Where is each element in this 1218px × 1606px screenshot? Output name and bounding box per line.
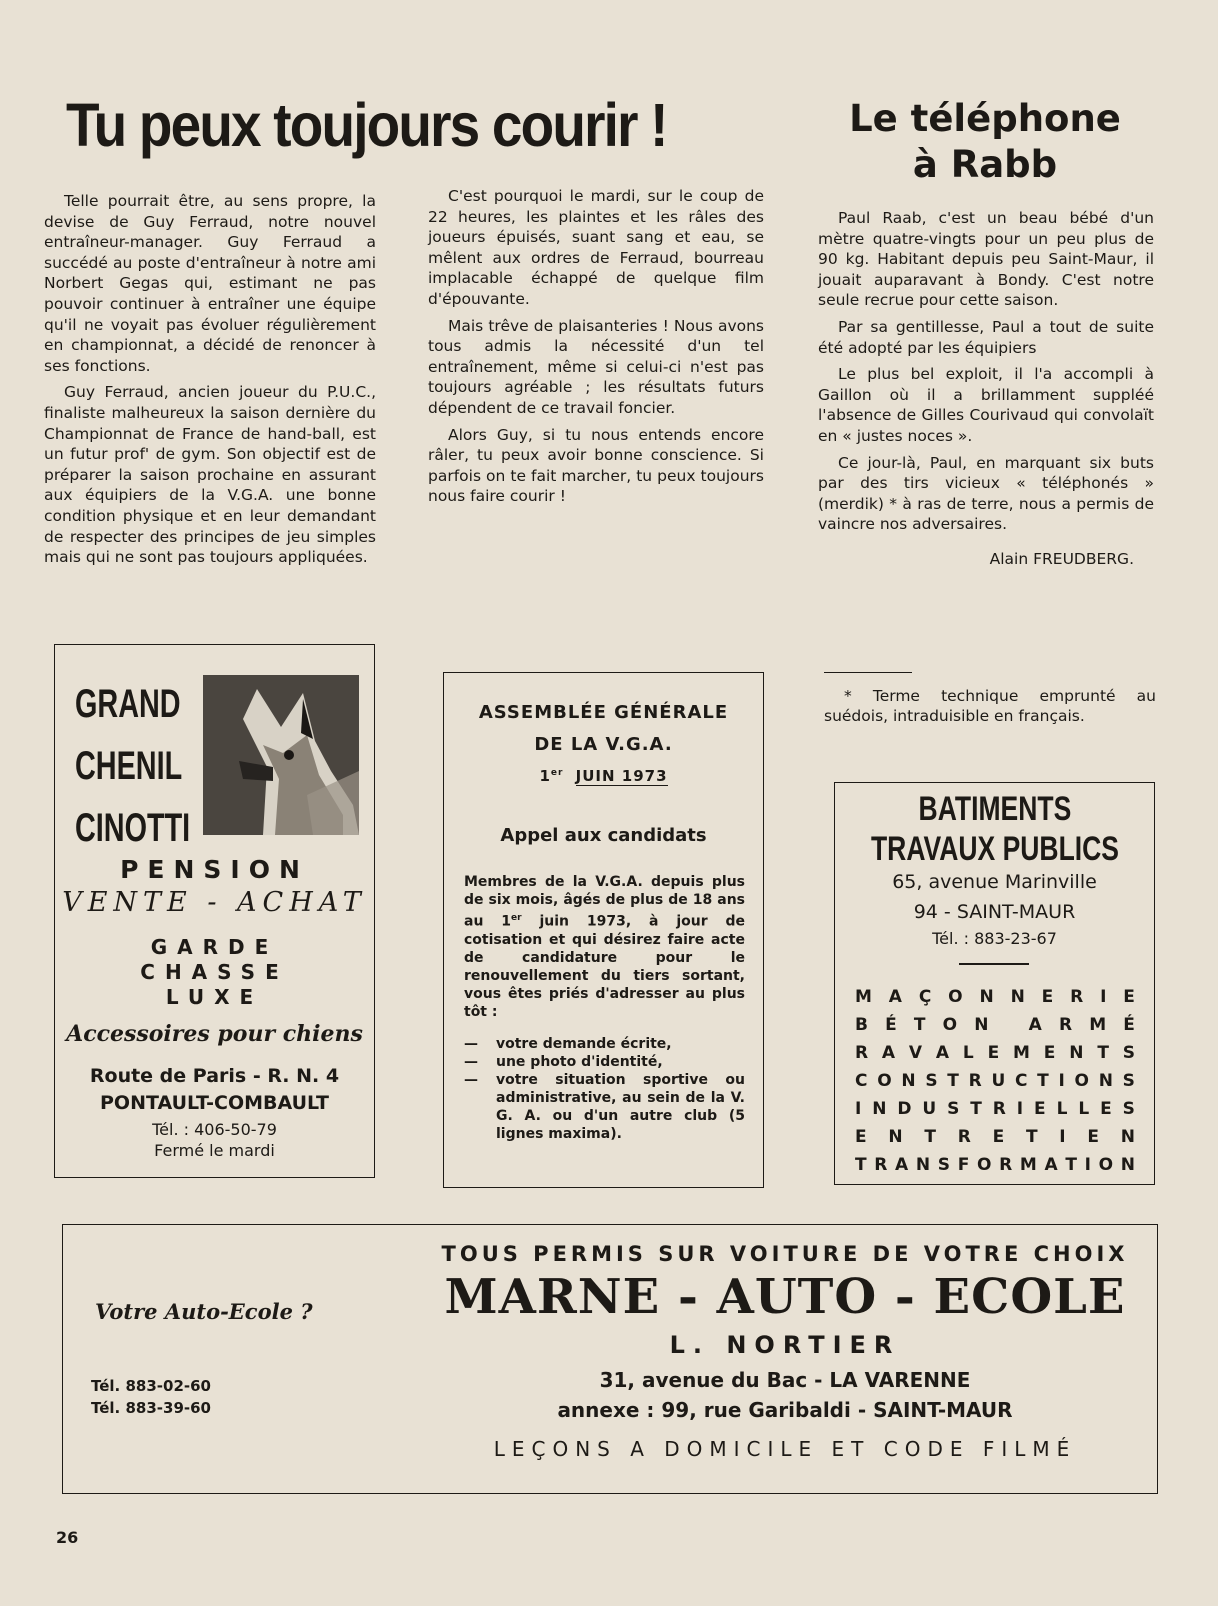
article1-column1: [44, 191, 376, 574]
ad-batiments-travaux-publics: [834, 782, 1155, 1185]
auto-ecole-question: Votre Auto-Ecole ?: [95, 1299, 313, 1324]
chenil-address: Route de Paris - R. N. 4 PONTAULT-COMBAULT: [89, 1065, 340, 1114]
article1-paragraph: C'est pourquoi le mardi, sur le coup de 22 heures, les plaintes et les râles des joueurs épuisés, suant sang et eau, se mêlent aux ordres de Ferraud, bourreau implacable échappé de quelque film d'épouvante.: [428, 187, 764, 308]
article1-paragraph: Mais trêve de plaisanteries ! Nous avons tous admis la nécessité d'un tel entraînement, même si celui-ci n'est pas toujours agréable ; les résultats futurs dépendent de ce travail foncier.: [428, 316, 764, 417]
assemblee-date: 1er JUIN 1973: [539, 767, 668, 785]
ad-grand-chenil-cinotti: [54, 644, 375, 1178]
btp-services-list: [855, 983, 1135, 1179]
article2-signature: Alain FREUDBERG.: [989, 549, 1134, 568]
ad-marne-auto-ecole: [62, 1224, 1158, 1494]
btp-service-item: B É T O N A R M É: [855, 1015, 1135, 1035]
list-item: — votre demande écrite,: [464, 1036, 672, 1052]
auto-ecole-tagline: TOUS PERMIS SUR VOITURE DE VOTRE CHOIX: [441, 1242, 1129, 1266]
chenil-services: GARDE CHASSE LUXE: [140, 935, 289, 1009]
btp-service-item: C O N S T R U C T I O N S: [855, 1071, 1135, 1091]
btp-address: 65, avenue Marinville 94 - SAINT-MAUR: [892, 871, 1097, 923]
article-title-courir: Tu peux toujours courir !: [66, 91, 667, 159]
page-number: 26: [56, 1528, 79, 1547]
article-title-telephone: Le téléphone à Rabb: [849, 97, 1121, 186]
auto-ecole-owner: L. NORTIER: [669, 1331, 901, 1359]
list-item: — une photo d'identité,: [464, 1054, 663, 1070]
auto-ecole-name: MARNE - AUTO - ECOLE: [444, 1269, 1126, 1325]
btp-divider: [959, 963, 1029, 965]
assemblee-body: Membres de la V.G.A. depuis plus de six mois, âgés de plus de 18 ans au 1er juin 1973, à jour de cotisation et qui désirez faire acte de candidature pour le renouvellement du tiers sortant, vous êtes priés d'adresser au plus tôt :: [464, 874, 746, 1020]
auto-ecole-address: 31, avenue du Bac - LA VARENNE: [599, 1368, 971, 1392]
chenil-accessoires: Accessoires pour chiens: [66, 1021, 363, 1047]
auto-ecole-lecons: LEÇONS A DOMICILE ET CODE FILMÉ: [493, 1437, 1077, 1461]
btp-service-item: I N D U S T R I E L L E S: [855, 1099, 1135, 1119]
footnote-divider: [824, 672, 912, 673]
btp-tel: Tél. : 883-23-67: [932, 929, 1057, 948]
chenil-vente-achat: VENTE - ACHAT: [62, 887, 367, 918]
btp-service-item: R A V A L E M E N T S: [855, 1043, 1135, 1063]
btp-title: BATIMENTS TRAVAUX PUBLICS: [870, 790, 1119, 868]
article2-column: [818, 208, 1154, 576]
article2-paragraph: Le plus bel exploit, il l'a accompli à Gaillon où il a brillamment suppléé l'absence de Gilles Courivaud qui convolaït en « justes noces ».: [818, 365, 1154, 445]
chenil-name: GRAND CHENIL CINOTTI: [75, 682, 191, 850]
btp-service-item: T R A N S F O R M A T I O N: [855, 1155, 1135, 1175]
btp-service-item: M A Ç O N N E R I E: [855, 987, 1135, 1007]
auto-ecole-details: [429, 1239, 1141, 1469]
assemblee-appel: Appel aux candidats: [500, 825, 707, 846]
article1-column2: [428, 186, 764, 513]
article2-paragraph: Paul Raab, c'est un beau bébé d'un mètre quatre-vingts pour un peu plus de 90 kg. Habitant depuis peu Saint-Maur, il jouait auparavant à Bondy. C'est notre seule recrue pour cette saison.: [818, 209, 1154, 310]
article1-paragraph: Telle pourrait être, au sens propre, la devise de Guy Ferraud, notre nouvel entraîneur-manager. Guy Ferraud a succédé au poste d'entraîneur à notre ami Norbert Gegas qui, estimant ne pas pouvoir continuer à entraîner une équipe qu'il ne voyait pas évoluer régulièrement en championnat, a décidé de renoncer à ses fonctions.: [44, 192, 376, 375]
chenil-contact: Tél. : 406-50-79 Fermé le mardi: [152, 1120, 277, 1160]
article1-paragraph: Alors Guy, si tu nous entends encore râler, tu peux avoir bonne conscience. Si parfois on te fait marcher, tu peux toujours nous faire courir !: [428, 425, 764, 506]
assemblee-title: ASSEMBLÉE GÉNÉRALE DE LA V.G.A.: [478, 702, 729, 755]
auto-ecole-annexe: annexe : 99, rue Garibaldi - SAINT-MAUR: [557, 1398, 1013, 1422]
btp-service-item: E N T R E T I E N: [855, 1127, 1135, 1147]
chenil-pension: PENSION: [120, 855, 309, 884]
german-shepherd-dog-photo: [203, 675, 359, 835]
notice-assemblee-generale: [443, 672, 764, 1188]
article2-footnote: * Terme technique emprunté au suédois, intraduisible en français.: [824, 687, 1156, 725]
list-item: — votre situation sportive ou administrative, au sein de la V. G. A. ou d'un autre club (5 lignes maxima).: [464, 1072, 745, 1142]
article2-paragraph: Par sa gentillesse, Paul a tout de suite été adopté par les équipiers: [818, 317, 1154, 357]
article1-paragraph: Guy Ferraud, ancien joueur du P.U.C., finaliste malheureux la saison dernière du Championnat de France de hand-ball, est un futur prof' de gym. Son objectif est de préparer la saison prochaine en assurant aux équipiers de la V.G.A. une bonne condition physique et en leur demandant de respecter des principes de jeu simples mais qui ne sont pas toujours appliquées.: [44, 383, 376, 567]
assemblee-requirements-list: [464, 1035, 745, 1143]
auto-ecole-phones: Tél. 883-02-60 Tél. 883-39-60: [91, 1377, 211, 1417]
article2-paragraph: Ce jour-là, Paul, en marquant six buts par des tirs vicieux « téléphonés » (merdik) * à ras de terre, nous a permis de vaincre nos adversaires.: [818, 453, 1154, 534]
